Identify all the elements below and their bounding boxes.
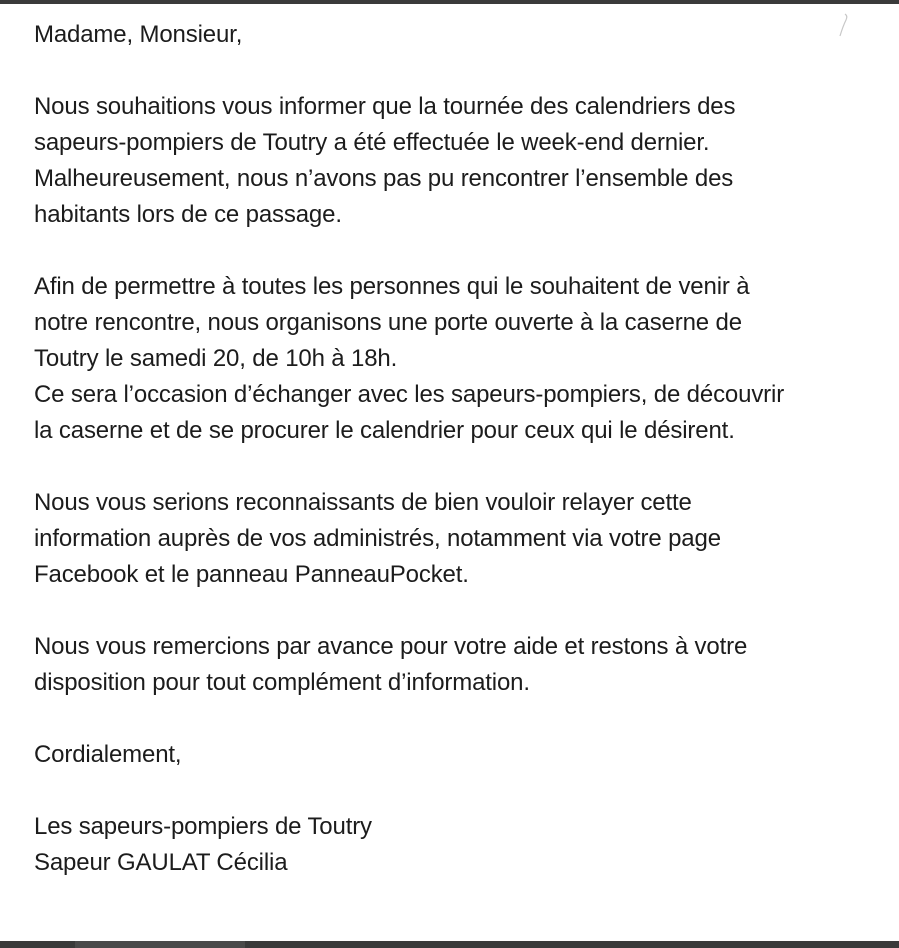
signature-organization: Les sapeurs-pompiers de Toutry	[34, 813, 372, 840]
paragraph-tour-info	[34, 89, 884, 233]
scan-bottom-stub	[75, 941, 245, 948]
text-line: Facebook et le panneau PanneauPocket.	[34, 561, 469, 588]
signature-name: Sapeur GAULAT Cécilia	[34, 849, 288, 876]
closing	[34, 737, 884, 773]
text-line: notre rencontre, nous organisons une porte ouverte à la caserne de	[34, 309, 742, 336]
text-line: Ce sera l’occasion d’échanger avec les sapeurs-pompiers, de découvrir	[34, 381, 785, 408]
letter-body	[34, 17, 884, 881]
text-line: Nous vous serions reconnaissants de bien vouloir relayer cette	[34, 489, 692, 516]
text-line: information auprès de vos administrés, notamment via votre page	[34, 525, 721, 552]
paragraph-thanks	[34, 629, 884, 701]
text-line: Nous vous remercions par avance pour votre aide et restons à votre	[34, 633, 748, 660]
salutation	[34, 17, 884, 53]
text-line: disposition pour tout complément d’information.	[34, 669, 530, 696]
text-line: Malheureusement, nous n’avons pas pu rencontrer l’ensemble des	[34, 165, 734, 192]
closing-text: Cordialement,	[34, 741, 182, 768]
paragraph-relay-request	[34, 485, 884, 593]
signature-block	[34, 809, 884, 881]
paragraph-open-house	[34, 269, 884, 449]
text-line: la caserne et de se procurer le calendrier pour ceux qui le désirent.	[34, 417, 735, 444]
text-line: Afin de permettre à toutes les personnes qui le souhaitent de venir à	[34, 273, 750, 300]
scan-bottom-edge	[0, 941, 899, 948]
text-line: Toutry le samedi 20, de 10h à 18h.	[34, 345, 398, 372]
salutation-text: Madame, Monsieur,	[34, 21, 243, 48]
scan-top-edge	[0, 0, 899, 4]
text-line: sapeurs-pompiers de Toutry a été effectuée le week-end dernier.	[34, 129, 710, 156]
text-line: habitants lors de ce passage.	[34, 201, 342, 228]
text-line: Nous souhaitions vous informer que la tournée des calendriers des	[34, 93, 736, 120]
